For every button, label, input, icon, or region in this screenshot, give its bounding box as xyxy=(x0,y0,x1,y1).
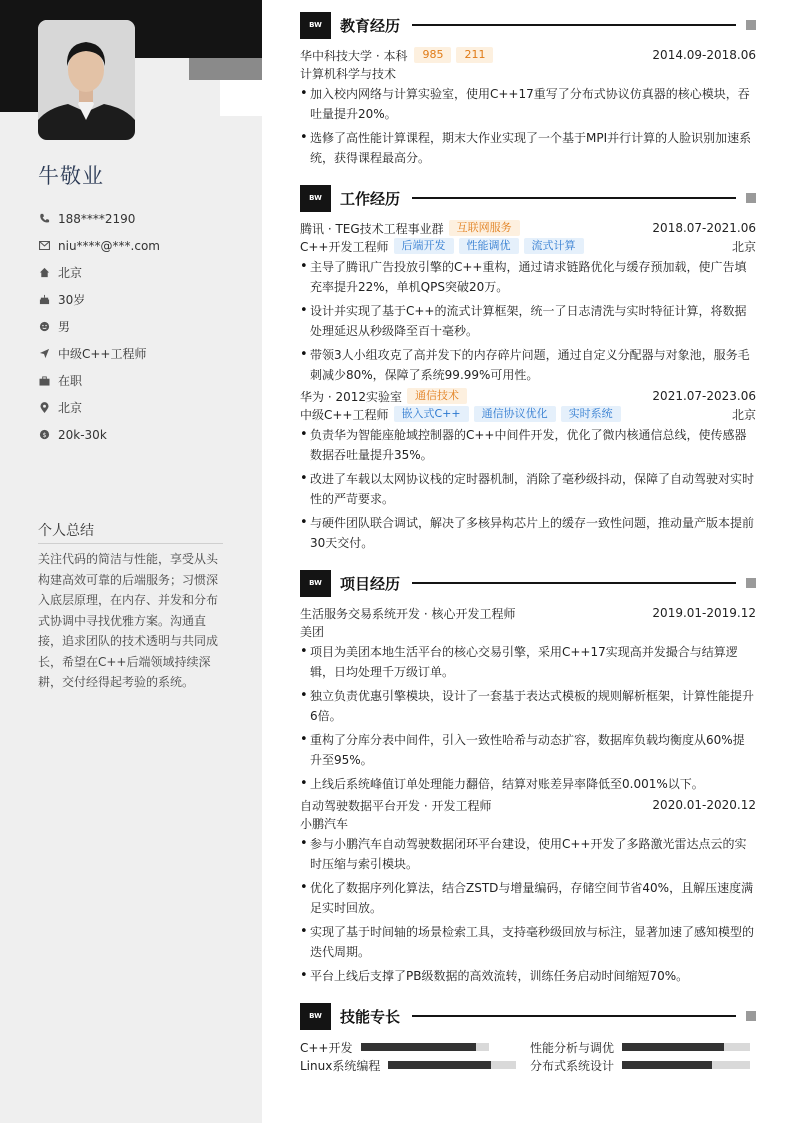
project-1 xyxy=(300,604,756,798)
contact-list xyxy=(38,205,160,448)
contact-email-text: niu****@***.com xyxy=(58,238,160,253)
job-skill-tag: 通信协议优化 xyxy=(474,406,556,422)
person-icon xyxy=(38,321,50,333)
section-badge: BW xyxy=(300,570,331,597)
section-square xyxy=(746,20,756,30)
section-square xyxy=(746,578,756,588)
svg-text:$: $ xyxy=(41,430,47,439)
send-icon xyxy=(38,348,50,360)
section-badge: BW xyxy=(300,12,331,39)
school-tag-211: 211 xyxy=(456,47,493,63)
contact-gender-text: 男 xyxy=(58,320,71,334)
contact-email xyxy=(38,232,160,259)
skill-name: 性能分析与调优 xyxy=(530,1040,615,1055)
skill-bar-fill xyxy=(388,1061,490,1069)
contact-home xyxy=(38,259,160,286)
education-section-header xyxy=(300,11,756,39)
project-bullets xyxy=(300,642,756,794)
cake-icon xyxy=(38,294,50,306)
job-role: C++开发工程师 xyxy=(300,239,389,254)
list-item: • 选修了高性能计算课程，期末大作业实现了一个基于MPI并行计算的人脸识别加速系统，获得课程最高分。 xyxy=(300,128,756,168)
skill-item xyxy=(300,1038,489,1056)
job-company: 华为 · 2012实验室 xyxy=(300,389,402,404)
list-item: • 主导了腾讯广告投放引擎的C++重构，通过请求链路优化与缓存预加载，使广告填充率提升22%，单机QPS突破20万。 xyxy=(300,257,756,297)
skill-bar xyxy=(622,1043,750,1051)
contact-position-text: 中级C++工程师 xyxy=(58,347,147,361)
job-bullets xyxy=(300,257,756,385)
phone-icon xyxy=(38,213,50,225)
contact-status xyxy=(38,367,160,394)
sidebar-accent-gray xyxy=(189,58,262,80)
project-name: 自动驾驶数据平台开发 · 开发工程师 xyxy=(300,798,492,813)
contact-phone-text: 188****2190 xyxy=(58,211,136,226)
job-skill-tag: 实时系统 xyxy=(561,406,621,422)
contact-phone xyxy=(38,205,160,232)
list-item: • 设计并实现了基于C++的流式计算框架，统一了日志清洗与实时特征计算，将数据处理延迟从秒级降至百十毫秒。 xyxy=(300,301,756,341)
job-role: 中级C++工程师 xyxy=(300,407,389,422)
skill-bar xyxy=(388,1061,516,1069)
contact-location xyxy=(38,394,160,421)
education-date: 2014.09-2018.06 xyxy=(652,48,756,62)
school-tag-985: 985 xyxy=(414,47,451,63)
contact-salary xyxy=(38,421,160,448)
contact-gender xyxy=(38,313,160,340)
project-header-row xyxy=(300,604,756,622)
skill-name: Linux系统编程 xyxy=(300,1058,381,1073)
summary-text: 关注代码的简洁与性能，享受从头构建高效可靠的后端服务；习惯深入底层原理，在内存、并发和分布式协调中寻找优雅方案。沟通直接，追求团队的技术透明与共同成长，希望在C++后端领域持续深耕，交付经得起考验的系统。 xyxy=(38,552,219,689)
skill-bar-fill xyxy=(361,1043,476,1051)
job-industry-tag: 通信技术 xyxy=(407,388,467,404)
job-header-row xyxy=(300,219,756,237)
list-item: • 重构了分库分表中间件，引入一致性哈希与动态扩容，数据库负载均衡度从60%提升至95%。 xyxy=(300,730,756,770)
contact-salary-text: 20k-30k xyxy=(58,427,107,442)
list-item: • 加入校内网络与计算实验室，使用C++17重写了分布式协议仿真器的核心模块，吞吐量提升20%。 xyxy=(300,84,756,124)
contact-position xyxy=(38,340,160,367)
job-skill-tag: 后端开发 xyxy=(394,238,454,254)
profile-name: 牛敬业 xyxy=(38,164,104,188)
list-item: • 与硬件团队联合调试，解决了多核异构芯片上的缓存一致性问题，推动量产版本提前30天交付。 xyxy=(300,513,756,553)
skill-bar xyxy=(361,1043,489,1051)
job-industry-tag: 互联网服务 xyxy=(449,220,520,236)
list-item: • 项目为美团本地生活平台的核心交易引擎，采用C++17实现高并发撮合与结算逻辑，日均处理千万级订单。 xyxy=(300,642,756,682)
skill-item xyxy=(300,1056,516,1074)
skill-item xyxy=(530,1056,750,1074)
skill-bar-fill xyxy=(622,1043,724,1051)
project-name: 生活服务交易系统开发 · 核心开发工程师 xyxy=(300,606,516,621)
projects-title: 项目经历 xyxy=(340,574,401,593)
education-major: 计算机科学与技术 xyxy=(300,66,397,81)
education-bullets xyxy=(300,84,756,168)
section-square xyxy=(746,1011,756,1021)
project-org: 美团 xyxy=(300,624,325,639)
list-item: • 改进了车载以太网协议栈的定时器机制，消除了毫秒级抖动，保障了自动驾驶对实时性的严苛要求。 xyxy=(300,469,756,509)
job-city: 北京 xyxy=(731,239,756,254)
contact-location-text: 北京 xyxy=(58,401,83,415)
job-company: 腾讯 · TEG技术工程事业群 xyxy=(300,221,444,236)
contact-age-text: 30岁 xyxy=(58,293,86,307)
project-date: 2019.01-2019.12 xyxy=(652,606,756,620)
list-item: • 实现了基于时间轴的场景检索工具，支持毫秒级回放与标注，显著加速了感知模型的迭代周期。 xyxy=(300,922,756,962)
section-square xyxy=(746,193,756,203)
work-section-header xyxy=(300,184,756,212)
contact-status-text: 在职 xyxy=(58,374,83,388)
job-skill-tag: 性能调优 xyxy=(459,238,519,254)
summary-title: 个人总结 xyxy=(38,520,223,544)
skills-section-header xyxy=(300,1002,756,1030)
sidebar-accent-white xyxy=(220,80,262,116)
section-divider xyxy=(412,1015,736,1017)
section-badge: BW xyxy=(300,185,331,212)
education-title: 教育经历 xyxy=(340,16,401,35)
work-title: 工作经历 xyxy=(340,189,401,208)
work-job-2 xyxy=(300,387,756,557)
section-divider xyxy=(412,197,736,199)
mail-icon xyxy=(38,240,50,252)
list-item: • 上线后系统峰值订单处理能力翻倍，结算对账差异率降低至0.001%以下。 xyxy=(300,774,756,794)
list-item: • 带领3人小组攻克了高并发下的内存碎片问题，通过自定义分配器与对象池，服务毛刺减少80%，保障了系统99.99%可用性。 xyxy=(300,345,756,385)
home-icon xyxy=(38,267,50,279)
skill-bar xyxy=(622,1061,750,1069)
project-org-row xyxy=(300,814,756,832)
project-date: 2020.01-2020.12 xyxy=(652,798,756,812)
section-divider xyxy=(412,24,736,26)
skills-title: 技能专长 xyxy=(340,1007,401,1026)
skill-name: 分布式系统设计 xyxy=(530,1058,615,1073)
list-item: • 优化了数据序列化算法，结合ZSTD与增量编码，存储空间节省40%，且解压速度满足实时回放。 xyxy=(300,878,756,918)
job-city: 北京 xyxy=(731,407,756,422)
job-header-row xyxy=(300,387,756,405)
skill-name: C++开发 xyxy=(300,1040,353,1055)
education-header-row xyxy=(300,46,756,64)
project-org: 小鹏汽车 xyxy=(300,816,349,831)
skill-bar-fill xyxy=(622,1061,712,1069)
job-role-row xyxy=(300,405,756,423)
briefcase-icon xyxy=(38,375,50,387)
list-item: • 独立负责优惠引擎模块，设计了一套基于表达式模板的规则解析框架，计算性能提升6倍。 xyxy=(300,686,756,726)
contact-age xyxy=(38,286,160,313)
school-name: 华中科技大学 · 本科 xyxy=(300,48,408,63)
list-item: • 平台上线后支撑了PB级数据的高效流转，训练任务启动时间缩短70%。 xyxy=(300,966,756,986)
contact-home-text: 北京 xyxy=(58,266,83,280)
project-bullets xyxy=(300,834,756,986)
job-skill-tag: 流式计算 xyxy=(524,238,584,254)
project-2 xyxy=(300,796,756,990)
skill-item xyxy=(530,1038,750,1056)
job-date: 2018.07-2021.06 xyxy=(652,221,756,235)
projects-section-header xyxy=(300,569,756,597)
job-bullets xyxy=(300,425,756,553)
project-header-row xyxy=(300,796,756,814)
sidebar-header-block-left xyxy=(0,58,40,112)
work-job-1 xyxy=(300,219,756,389)
section-badge: BW xyxy=(300,1003,331,1030)
profile-photo xyxy=(38,20,135,140)
list-item: • 参与小鹏汽车自动驾驶数据闭环平台建设，使用C++开发了多路激光雷达点云的实时压缩与索引模块。 xyxy=(300,834,756,874)
job-role-row xyxy=(300,237,756,255)
education-block xyxy=(300,46,756,172)
salary-icon xyxy=(38,429,50,441)
list-item: • 负责华为智能座舱域控制器的C++中间件开发，优化了微内核通信总线，使传感器数据吞吐量提升35%。 xyxy=(300,425,756,465)
education-major-row xyxy=(300,64,756,82)
project-org-row xyxy=(300,622,756,640)
location-icon xyxy=(38,402,50,414)
section-divider xyxy=(412,582,736,584)
job-skill-tag: 嵌入式C++ xyxy=(394,406,469,422)
job-date: 2021.07-2023.06 xyxy=(652,389,756,403)
